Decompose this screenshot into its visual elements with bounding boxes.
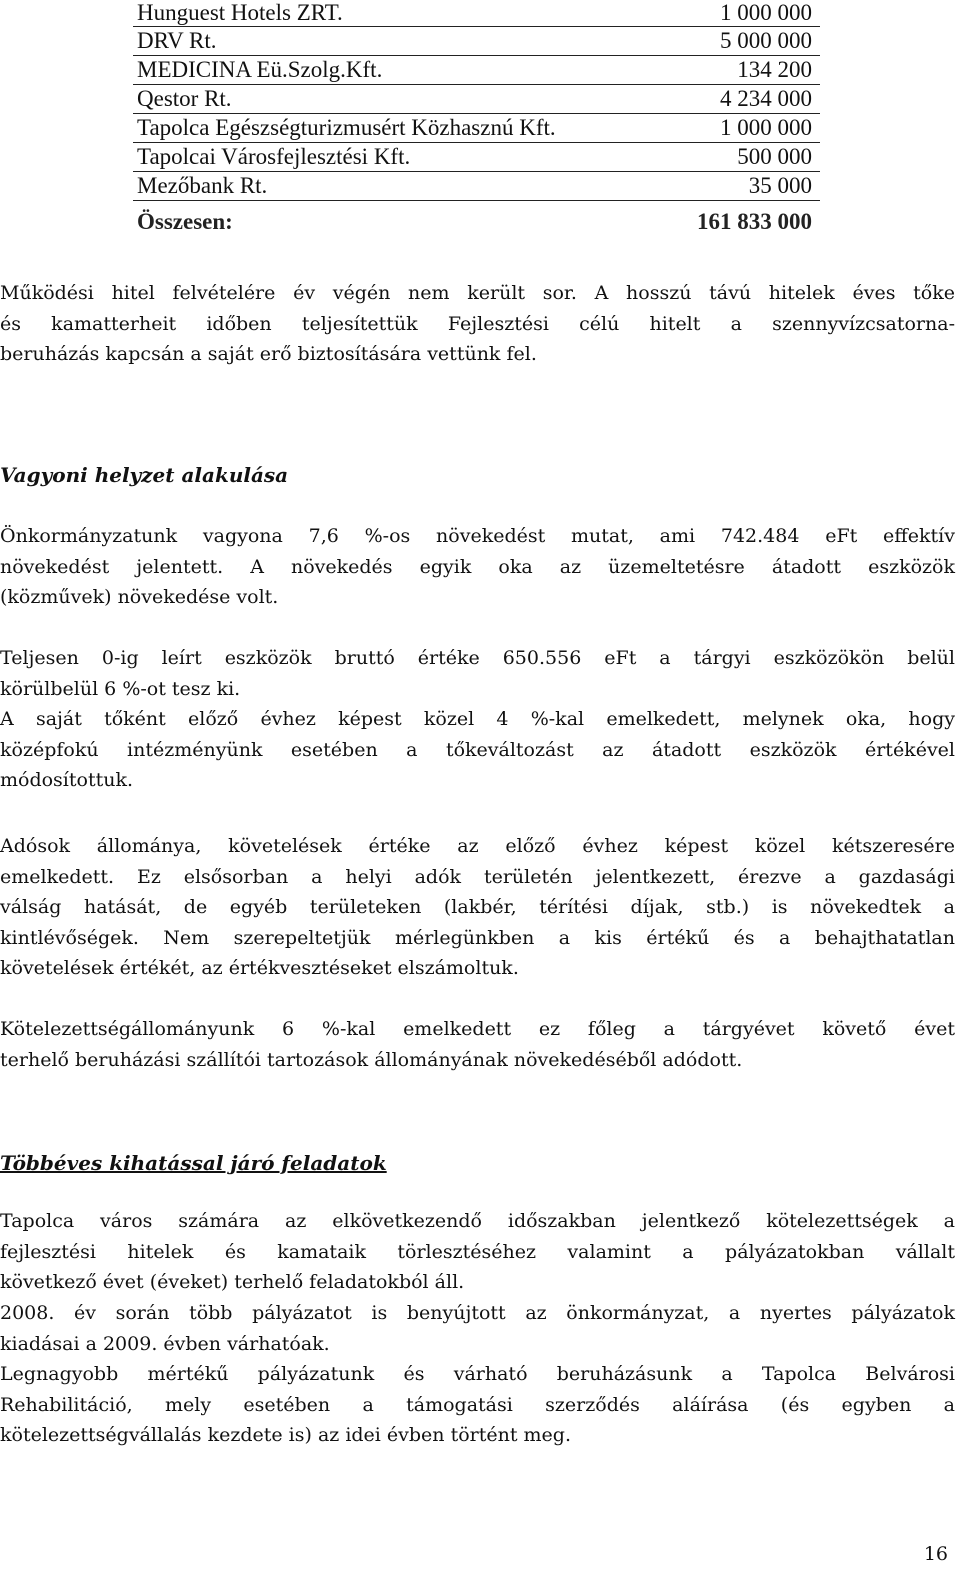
amount: 1 000 000 bbox=[664, 114, 820, 143]
company-name: Tapolcai Városfejlesztési Kft. bbox=[133, 143, 664, 172]
table-row bbox=[133, 56, 820, 85]
text-line: növekedést jelentett. A növekedés egyik oka az üzemeltetésre átadott eszközök bbox=[0, 555, 955, 578]
page-number: 16 bbox=[923, 1543, 948, 1565]
paragraph-liabilities bbox=[0, 1014, 955, 1075]
amount: 4 234 000 bbox=[664, 85, 820, 114]
paragraph-operating-loans bbox=[0, 278, 955, 370]
amount: 134 200 bbox=[664, 56, 820, 85]
text-line: Legnagyobb mértékű pályázatunk és várható beruházásunk a Tapolca Belvárosi bbox=[0, 1363, 955, 1385]
company-name: Qestor Rt. bbox=[133, 85, 664, 114]
text-line: körülbelül 6 %-ot tesz ki. bbox=[0, 677, 241, 700]
text-line: Teljesen 0-ig leírt eszközök bruttó értéke 650.556 eFt a tárgyi eszközökön belül bbox=[0, 647, 955, 669]
company-name: Tapolca Egészségturizmusért Közhasznú Kft. bbox=[133, 114, 664, 143]
company-name: MEDICINA Eü.Szolg.Kft. bbox=[133, 56, 664, 85]
section-heading-multiyear: Többéves kihatással járó feladatok bbox=[0, 1151, 387, 1175]
text-line: középfokú intézményünk esetében a tőkeváltozást az átadott eszközök értékével bbox=[0, 738, 955, 761]
table-row bbox=[133, 172, 820, 201]
text-line: követelések értékét, az értékvesztéseket elszámoltuk. bbox=[0, 957, 519, 979]
text-line: Rehabilitáció, mely esetében a támogatási szerződés aláírása (és egyben a bbox=[0, 1393, 955, 1416]
total-label: Összesen: bbox=[137, 209, 233, 234]
paragraph-rehabilitation bbox=[0, 1359, 955, 1451]
text-line: Adósok állománya, követelések értéke az előző évhez képest közel kétszeresére bbox=[0, 835, 955, 857]
paragraph-equity bbox=[0, 704, 955, 796]
text-line: módosítottuk. bbox=[0, 769, 134, 791]
amount: 5 000 000 bbox=[664, 27, 820, 56]
table-row bbox=[133, 85, 820, 114]
amount: 500 000 bbox=[664, 143, 820, 172]
text-line: kiadásai a 2009. évben várhatóak. bbox=[0, 1332, 330, 1355]
paragraph-obligations bbox=[0, 1206, 955, 1298]
total-amount: 161 833 000 bbox=[697, 209, 812, 234]
text-line: kötelezettségvállalás kezdete is) az idei évben történt meg. bbox=[0, 1424, 571, 1446]
amount: 1 000 000 bbox=[664, 0, 820, 27]
text-line: A saját tőként előző évhez képest közel 4 %-kal emelkedett, melynek oka, hogy bbox=[0, 708, 955, 730]
amount: 35 000 bbox=[664, 172, 820, 201]
text-line: kintlévőségek. Nem szerepeltetjük mérlegünkben a kis értékű és a behajthatatlan bbox=[0, 926, 955, 949]
table-row bbox=[133, 0, 820, 27]
text-line: terhelő beruházási szállítói tartozások állományának növekedéséből adódott. bbox=[0, 1048, 743, 1071]
paragraph-depreciated-assets bbox=[0, 643, 955, 704]
company-name: DRV Rt. bbox=[133, 27, 664, 56]
text-line: válság hatását, de egyéb területeken (lakbér, térítési díjak, stb.) is növekedtek a bbox=[0, 896, 955, 918]
paragraph-assets-growth bbox=[0, 521, 955, 613]
paragraph-applications bbox=[0, 1298, 955, 1359]
table-row bbox=[133, 143, 820, 172]
text-line: (közművek) növekedése volt. bbox=[0, 586, 279, 608]
text-line: Működési hitel felvételére év végén nem került sor. A hosszú távú hitelek éves tőke bbox=[0, 282, 955, 304]
text-line: Önkormányzatunk vagyona 7,6 %-os növekedést mutat, ami 742.484 eFt effektív bbox=[0, 525, 955, 547]
text-line: 2008. év során több pályázatot is benyújtott az önkormányzat, a nyertes pályázatok bbox=[0, 1302, 955, 1324]
section-heading-assets: Vagyoni helyzet alakulása bbox=[0, 463, 289, 487]
table-row bbox=[133, 27, 820, 56]
company-name: Hunguest Hotels ZRT. bbox=[133, 0, 664, 27]
paragraph-receivables bbox=[0, 831, 955, 984]
text-line: emelkedett. Ez elsősorban a helyi adók területén jelentkezett, érezve a gazdasági bbox=[0, 865, 955, 888]
financial-table bbox=[133, 0, 820, 243]
total-row bbox=[133, 201, 820, 244]
table-row bbox=[133, 114, 820, 143]
text-line: Kötelezettségállományunk 6 %-kal emelkedett ez főleg a tárgyévet követő évet bbox=[0, 1018, 955, 1040]
text-line: fejlesztési hitelek és kamataik törlesztéséhez valamint a pályázatokban vállalt bbox=[0, 1240, 955, 1263]
text-line: következő évet (éveket) terhelő feladatokból áll. bbox=[0, 1271, 465, 1293]
text-line: és kamatterheit időben teljesítettük Fejlesztési célú hitelt a szennyvízcsatorna- bbox=[0, 312, 955, 335]
company-name: Mezőbank Rt. bbox=[133, 172, 664, 201]
text-line: beruházás kapcsán a saját erő biztosítására vettünk fel. bbox=[0, 343, 537, 365]
text-line: Tapolca város számára az elkövetkezendő időszakban jelentkező kötelezettségek a bbox=[0, 1210, 955, 1232]
